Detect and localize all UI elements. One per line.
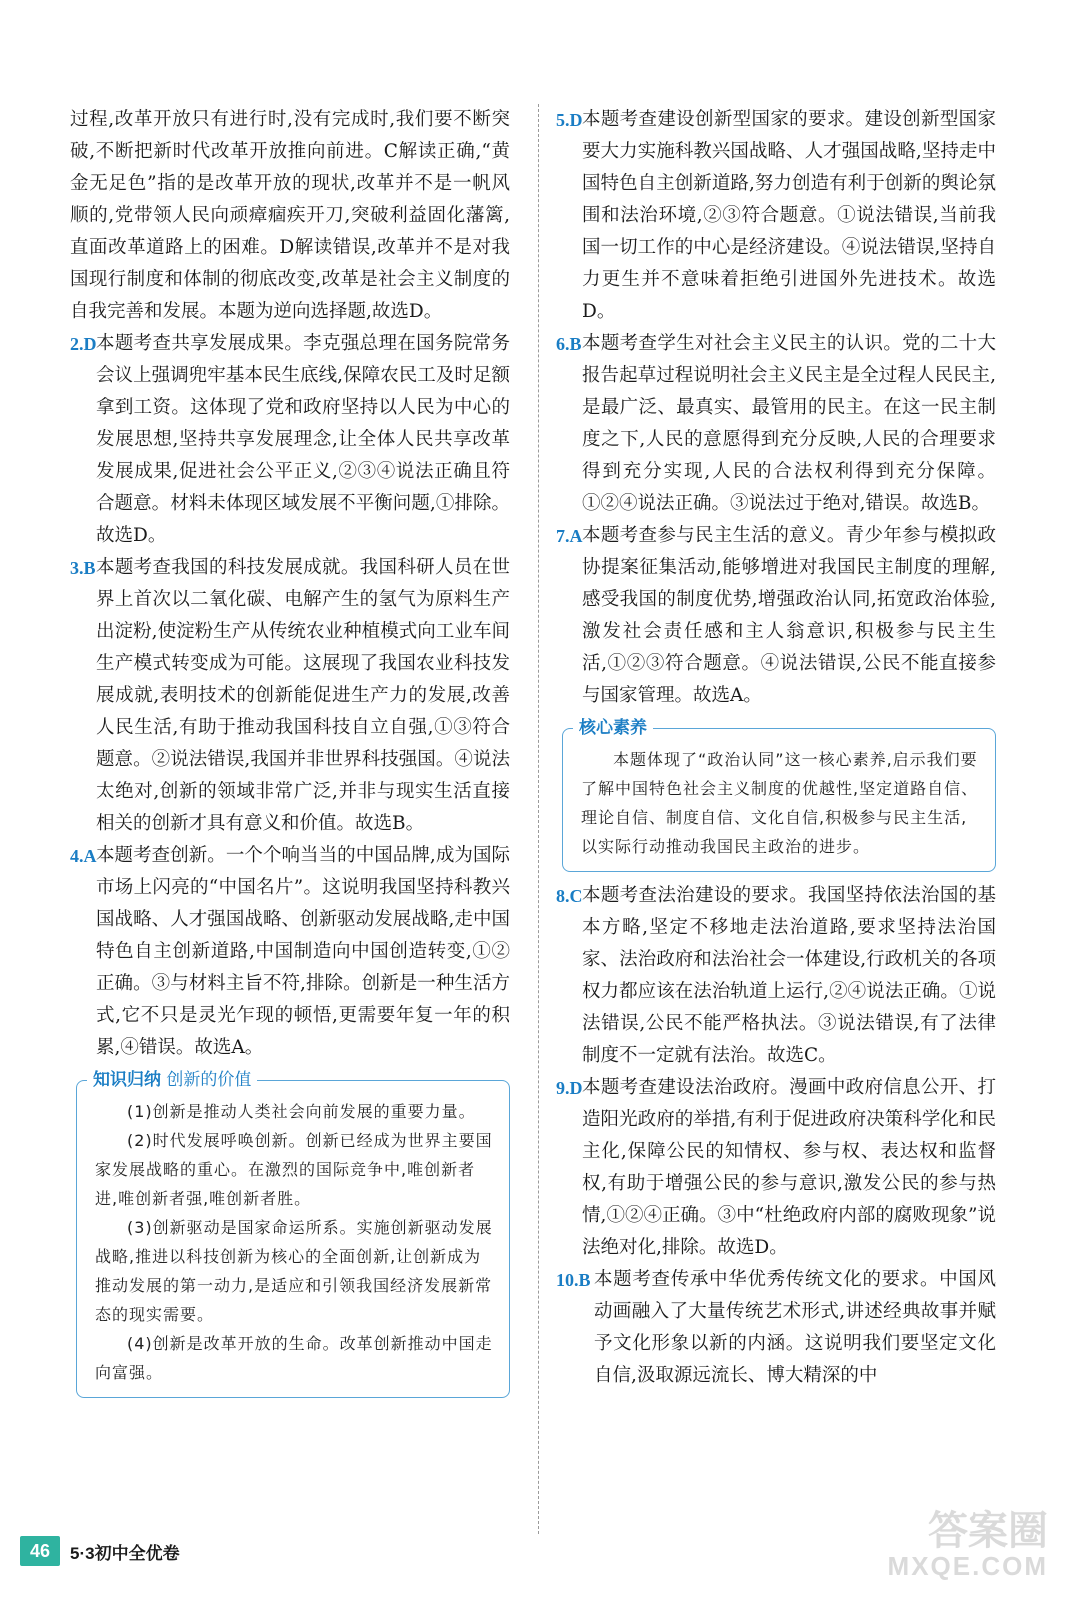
core-literacy-text: 本题体现了“政治认同”这一核心素养,启示我们要了解中国特色社会主义制度的优越性,坚定道路自信、理论自信、制度自信、文化自信,积极参与民主生活,以实际行动推动我国民主政治的进步。 — [581, 750, 979, 856]
answer-explanation: 本题考查我国的科技发展成就。我国科研人员在世界上首次以二氧化碳、电解产生的氢气为原料生产出淀粉,使淀粉生产从传统农业种植模式向工业车间生产模式转变成为可能。这展现了我国农业科技发展成就,表明技术的创新能促进生产力的发展,改善人民生活,有助于推动我国科技自立自强,①③符合题意。②说法错误,我国并非世界科技强国。④说法太绝对,创新的领域非常广泛,并非与现实生活直接相关的创新才具有意义和价值。故选B。 — [96, 557, 510, 834]
answer-item-3 — [70, 552, 510, 840]
answer-number: 6.B — [556, 334, 582, 354]
answer-explanation: 本题考查参与民主生活的意义。青少年参与模拟政协提案征集活动,能够增进对我国民主制度的理解,感受我国的制度优势,增强政治认同,拓宽政治体验,激发社会责任感和主人翁意识,积极参与民主生活,①②③符合题意。④说法错误,公民不能直接参与国家管理。故选A。 — [582, 525, 996, 706]
answer-explanation: 本题考查建设创新型国家的要求。建设创新型国家要大力实施科教兴国战略、人才强国战略,坚持走中国特色自主创新道路,努力创造有利于创新的舆论氛围和法治环境,②③符合题意。①说法错误,当前我国一切工作的中心是经济建设。④说法错误,坚持自力更生并不意味着拒绝引进国外先进技术。故选D。 — [582, 109, 996, 322]
answer-item-5 — [556, 104, 996, 328]
watermark-url: MXQE.COM — [887, 1551, 1048, 1581]
answer-number: 10.B — [556, 1270, 591, 1290]
knowledge-summary-heading — [87, 1067, 257, 1093]
answer-explanation: 本题考查创新。一个个响当当的中国品牌,成为国际市场上闪亮的“中国名片”。这说明我国坚持科教兴国战略、人才强国战略、创新驱动发展战略,走中国特色自主创新道路,中国制造向中国创造转变,①②正确。③与材料主旨不符,排除。创新是一种生活方式,它不只是灵光乍现的顿悟,更需要年复一年的积累,④错误。故选A。 — [96, 845, 510, 1058]
page-number: 46 — [20, 1536, 60, 1566]
answer-explanation: 本题考查建设法治政府。漫画中政府信息公开、打造阳光政府的举措,有利于促进政府决策科学化和民主化,保障公民的知情权、参与权、表达权和监督权,有助于增强公民的参与意识,激发公民的参与热情,①②④正确。③中“杜绝政府内部的腐败现象”说法绝对化,排除。故选D。 — [582, 1077, 996, 1258]
watermark-logo — [888, 1511, 1048, 1582]
box-title: 核心素养 — [579, 718, 647, 738]
answer-item-2 — [70, 328, 510, 552]
answer-item-9 — [556, 1072, 996, 1264]
summary-item: (3)创新驱动是国家命运所系。实施创新驱动发展战略,推进以科技创新为核心的全面创新,让创新成为推动发展的第一动力,是适应和引领我国经济发展新常态的现实需要。 — [95, 1218, 493, 1324]
answer-item-10 — [556, 1264, 996, 1392]
answer-item-6 — [556, 328, 996, 520]
left-column — [70, 104, 510, 1406]
answer-1-continuation: 过程,改革开放只有进行时,没有完成时,我们要不断突破,不断把新时代改革开放推向前进。C解读正确,“黄金无足色”指的是改革开放的现状,改革并不是一帆风顺的,党带领人民向顽瘴痼疾开刀,突破利益固化藩篱,直面改革道路上的困难。D解读错误,改革并不是对我国现行制度和体制的彻底改变,改革是社会主义制度的自我完善和发展。本题为逆向选择题,故选D。 — [70, 109, 510, 322]
answer-explanation: 本题考查共享发展成果。李克强总理在国务院常务会议上强调兜牢基本民生底线,保障农民工及时足额拿到工资。这体现了党和政府坚持以人民为中心的发展思想,坚持共享发展理念,让全体人民共享改革发展成果,促进社会公平正义,②③④说法正确且符合题意。材料未体现区域发展不平衡问题,①排除。故选D。 — [96, 333, 510, 546]
answer-number: 2.D — [70, 334, 97, 354]
knowledge-summary-box — [76, 1070, 510, 1398]
summary-item: (4)创新是改革开放的生命。改革创新推动中国走向富强。 — [95, 1334, 493, 1382]
answer-number: 5.D — [556, 110, 583, 130]
right-column — [556, 104, 996, 1392]
answer-number: 9.D — [556, 1078, 583, 1098]
watermark-text: 答案圈 — [928, 1509, 1048, 1553]
book-title: 5·3初中全优卷 — [70, 1543, 180, 1563]
box-title: 知识归纳 — [93, 1070, 161, 1090]
answer-item-4 — [70, 840, 510, 1064]
summary-item: (1)创新是推动人类社会向前发展的重要力量。 — [127, 1102, 476, 1121]
summary-item: (2)时代发展呼唤创新。创新已经成为世界主要国家发展战略的重心。在激烈的国际竞争中,唯创新者进,唯创新者强,唯创新者胜。 — [95, 1131, 493, 1208]
answer-number: 7.A — [556, 526, 583, 546]
column-divider — [538, 104, 539, 1534]
answer-number: 4.A — [70, 846, 97, 866]
answer-explanation: 本题考查法治建设的要求。我国坚持依法治国的基本方略,坚定不移地走法治道路,要求坚持法治国家、法治政府和法治社会一体建设,行政机关的各项权力都应该在法治轨道上运行,②④说法正确。①说法错误,公民不能严格执法。③说法错误,有了法律制度不一定就有法治。故选C。 — [582, 885, 996, 1066]
answer-explanation: 本题考查传承中华优秀传统文化的要求。中国风动画融入了大量传统艺术形式,讲述经典故事并赋予文化形象以新的内涵。这说明我们要坚定文化自信,汲取源远流长、博大精深的中 — [594, 1269, 996, 1386]
core-literacy-heading — [573, 715, 653, 741]
box-subtitle: 创新的价值 — [166, 1070, 252, 1090]
answer-number: 3.B — [70, 558, 96, 578]
answer-item-8 — [556, 880, 996, 1072]
answer-explanation: 本题考查学生对社会主义民主的认识。党的二十大报告起草过程说明社会主义民主是全过程人民民主,是最广泛、最真实、最管用的民主。在这一民主制度之下,人民的意愿得到充分反映,人民的合理要求得到充分实现,人民的合法权利得到充分保障。①②④说法正确。③说法过于绝对,错误。故选B。 — [582, 333, 996, 514]
core-literacy-box — [562, 718, 996, 872]
answer-number: 8.C — [556, 886, 583, 906]
answer-item-7 — [556, 520, 996, 712]
page-footer — [20, 1536, 180, 1566]
